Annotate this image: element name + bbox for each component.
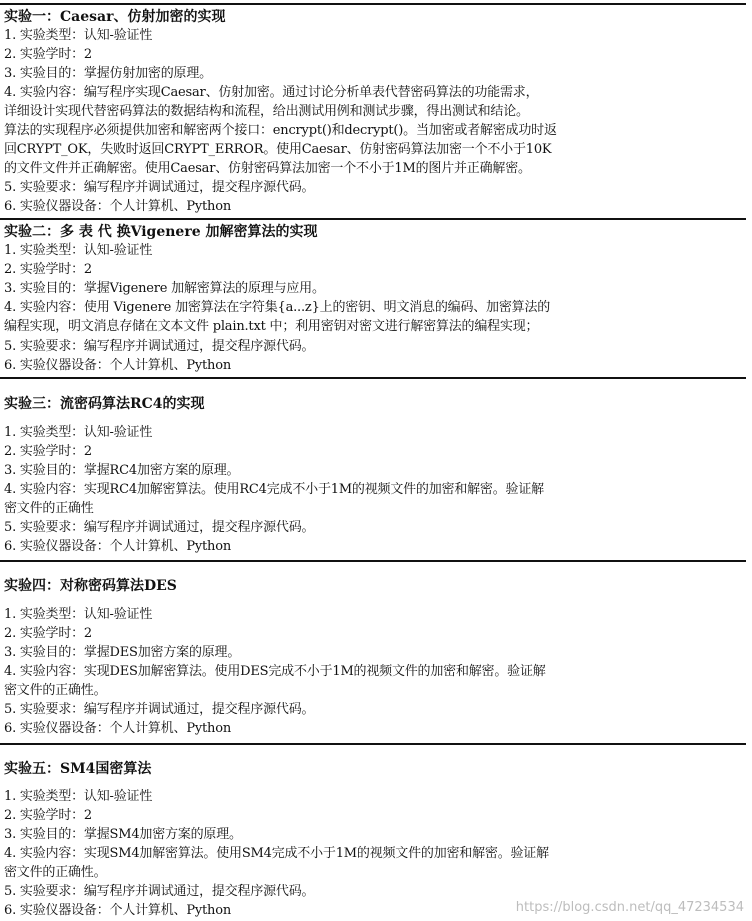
experiment-line: 5. 实验要求：编写程序并调试通过，提交程序源代码。 bbox=[4, 702, 315, 717]
experiment-title: 实验四：对称密码算法DES bbox=[4, 578, 177, 594]
experiment-line: 1. 实验类型：认知-验证性 bbox=[4, 789, 153, 804]
experiment-line: 4. 实验内容：实现SM4加解密算法。使用SM4完成不小于1M的视频文件的加密和解密。验证解 bbox=[4, 846, 549, 861]
experiment-line: 4. 实验内容：使用 Vigenere 加密算法在字符集{a...z}上的密钥、明文消息的编码、加密算法的 bbox=[4, 300, 551, 315]
top-rule bbox=[0, 3, 746, 5]
experiment-line: 回CRYPT_OK，失败时返回CRYPT_ERROR。使用Caesar、仿射密码算法加密一个不小于10K bbox=[4, 142, 552, 157]
experiment-line: 编程实现，明文消息存储在文本文件 plain.txt 中；利用密钥对密文进行解密算法的编程实现； bbox=[4, 319, 539, 334]
experiment-line: 1. 实验类型：认知-验证性 bbox=[4, 425, 153, 440]
experiment-line: 6. 实验仪器设备：个人计算机、Python bbox=[4, 539, 232, 554]
experiment-line: 1. 实验类型：认知-验证性 bbox=[4, 28, 153, 43]
experiment-line: 5. 实验要求：编写程序并调试通过，提交程序源代码。 bbox=[4, 339, 315, 354]
experiment-line: 的文件文件并正确解密。使用Caesar、仿射密码算法加密一个不小于1M的图片并正确解密。 bbox=[4, 161, 531, 176]
experiment-title: 实验一：Caesar、仿射加密的实现 bbox=[4, 9, 226, 25]
experiment-line: 6. 实验仪器设备：个人计算机、Python bbox=[4, 903, 232, 918]
experiment-line: 3. 实验目的：掌握RC4加密方案的原理。 bbox=[4, 463, 240, 478]
section-rule bbox=[0, 218, 746, 220]
experiment-line: 3. 实验目的：掌握仿射加密的原理。 bbox=[4, 66, 212, 81]
experiment-line: 密文件的正确性。 bbox=[4, 865, 107, 880]
experiment-line: 详细设计实现代替密码算法的数据结构和流程，给出测试用例和测试步骤，得出测试和结论。 bbox=[4, 104, 529, 119]
section-rule bbox=[0, 560, 746, 562]
experiment-line: 5. 实验要求：编写程序并调试通过，提交程序源代码。 bbox=[4, 884, 315, 899]
experiment-line: 6. 实验仪器设备：个人计算机、Python bbox=[4, 721, 232, 736]
experiment-line: 2. 实验学时：2 bbox=[4, 626, 93, 641]
experiment-line: 3. 实验目的：掌握SM4加密方案的原理。 bbox=[4, 827, 242, 842]
experiment-line: 4. 实验内容：实现RC4加解密算法。使用RC4完成不小于1M的视频文件的加密和解密。验证解 bbox=[4, 482, 544, 497]
experiment-line: 2. 实验学时：2 bbox=[4, 262, 93, 277]
experiment-line: 4. 实验内容：编写程序实现Caesar、仿射加密。通过讨论分析单表代替密码算法的功能需求， bbox=[4, 85, 539, 100]
experiment-line: 6. 实验仪器设备：个人计算机、Python bbox=[4, 358, 232, 373]
experiment-line: 3. 实验目的：掌握Vigenere 加解密算法的原理与应用。 bbox=[4, 281, 325, 296]
experiment-line: 算法的实现程序必须提供加密和解密两个接口：encrypt()和decrypt()。当加密或者解密成功时返 bbox=[4, 123, 557, 138]
experiment-line: 4. 实验内容：实现DES加解密算法。使用DES完成不小于1M的视频文件的加密和解密。验证解 bbox=[4, 664, 546, 679]
experiment-line: 5. 实验要求：编写程序并调试通过，提交程序源代码。 bbox=[4, 180, 315, 195]
experiment-line: 2. 实验学时：2 bbox=[4, 47, 93, 62]
experiment-line: 1. 实验类型：认知-验证性 bbox=[4, 607, 153, 622]
experiment-line: 密文件的正确性 bbox=[4, 501, 94, 516]
experiment-line: 5. 实验要求：编写程序并调试通过，提交程序源代码。 bbox=[4, 520, 315, 535]
watermark: https://blog.csdn.net/qq_47234534 bbox=[515, 900, 744, 915]
experiment-line: 2. 实验学时：2 bbox=[4, 444, 93, 459]
experiment-line: 密文件的正确性。 bbox=[4, 683, 107, 698]
experiment-title: 实验五：SM4国密算法 bbox=[4, 761, 152, 777]
experiment-line: 2. 实验学时：2 bbox=[4, 808, 93, 823]
experiment-title: 实验二：多 表 代 换Vigenere 加解密算法的实现 bbox=[4, 224, 318, 240]
section-rule bbox=[0, 743, 746, 745]
experiment-title: 实验三：流密码算法RC4的实现 bbox=[4, 396, 205, 412]
experiment-line: 3. 实验目的：掌握DES加密方案的原理。 bbox=[4, 645, 241, 660]
experiment-line: 6. 实验仪器设备：个人计算机、Python bbox=[4, 199, 232, 214]
experiment-line: 1. 实验类型：认知-验证性 bbox=[4, 243, 153, 258]
section-rule bbox=[0, 377, 746, 379]
